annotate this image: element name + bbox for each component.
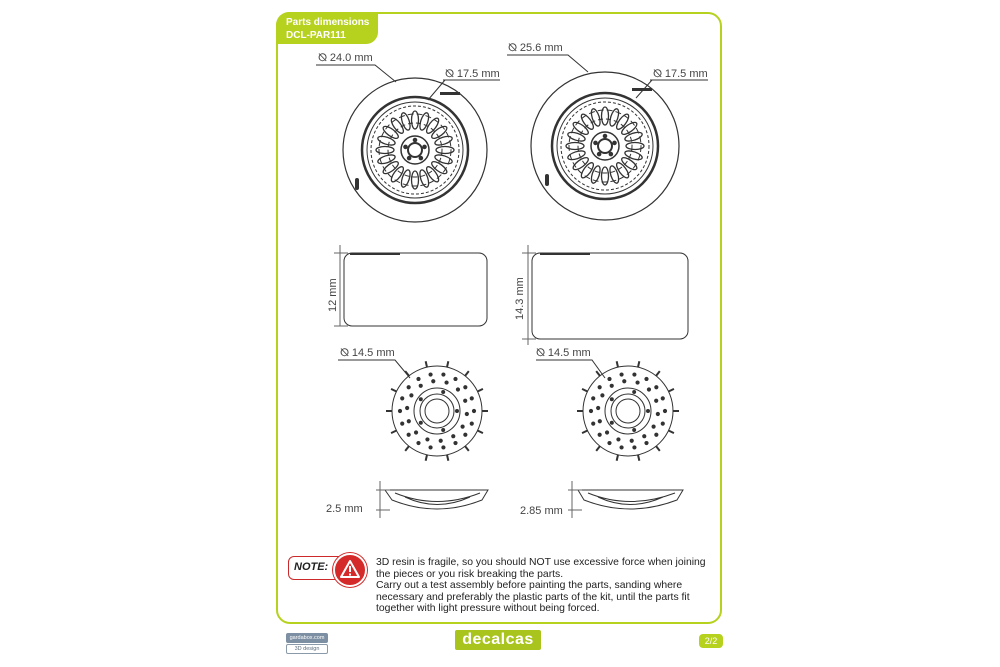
left-disc-side <box>385 490 488 509</box>
header-title: Parts dimensions <box>286 17 370 28</box>
decalcas-logo: decalcas <box>455 630 541 650</box>
left-disc-diameter: ⦰ 14.5 mm <box>340 347 395 359</box>
right-disc-diameter: ⦰ 14.5 mm <box>536 347 591 359</box>
header-code: DCL-PAR111 <box>286 30 346 41</box>
right-disc-side <box>578 490 683 509</box>
left-rim-diameter: ⦰ 17.5 mm <box>445 68 500 80</box>
left-tire-side <box>344 253 487 326</box>
right-tire-width: 14.3 mm <box>514 277 526 320</box>
right-disc-height: 2.85 mm <box>520 505 563 517</box>
left-tire-width: 12 mm <box>327 278 339 312</box>
gardabox-url: gardabox.com <box>286 633 328 643</box>
gardabox-tagline: 3D design <box>286 644 328 654</box>
right-rim-diameter: ⦰ 17.5 mm <box>653 68 708 80</box>
right-disc <box>577 361 679 460</box>
warning-icon <box>333 553 367 587</box>
left-wheel <box>343 78 487 222</box>
right-wheel <box>531 72 679 220</box>
left-disc <box>386 361 488 460</box>
page-number: 2/2 <box>699 634 723 648</box>
note-label: NOTE: <box>294 561 329 573</box>
note-paragraph-1: 3D resin is fragile, so you should NOT use excessive force when joining the pieces or you risk breaking the parts. <box>376 557 706 580</box>
right-tire-side <box>532 253 688 339</box>
left-tire-diameter: ⦰ 24.0 mm <box>318 52 373 64</box>
left-disc-height: 2.5 mm <box>326 503 363 515</box>
note-text <box>376 557 706 615</box>
gardabox-logo <box>286 633 328 654</box>
note-paragraph-2: Carry out a test assembly before painting the parts, sanding where necessary and preferably the plastic parts of the kit, until the parts fit together with light pressure without being forced. <box>376 580 690 614</box>
right-tire-diameter: ⦰ 25.6 mm <box>508 42 563 54</box>
